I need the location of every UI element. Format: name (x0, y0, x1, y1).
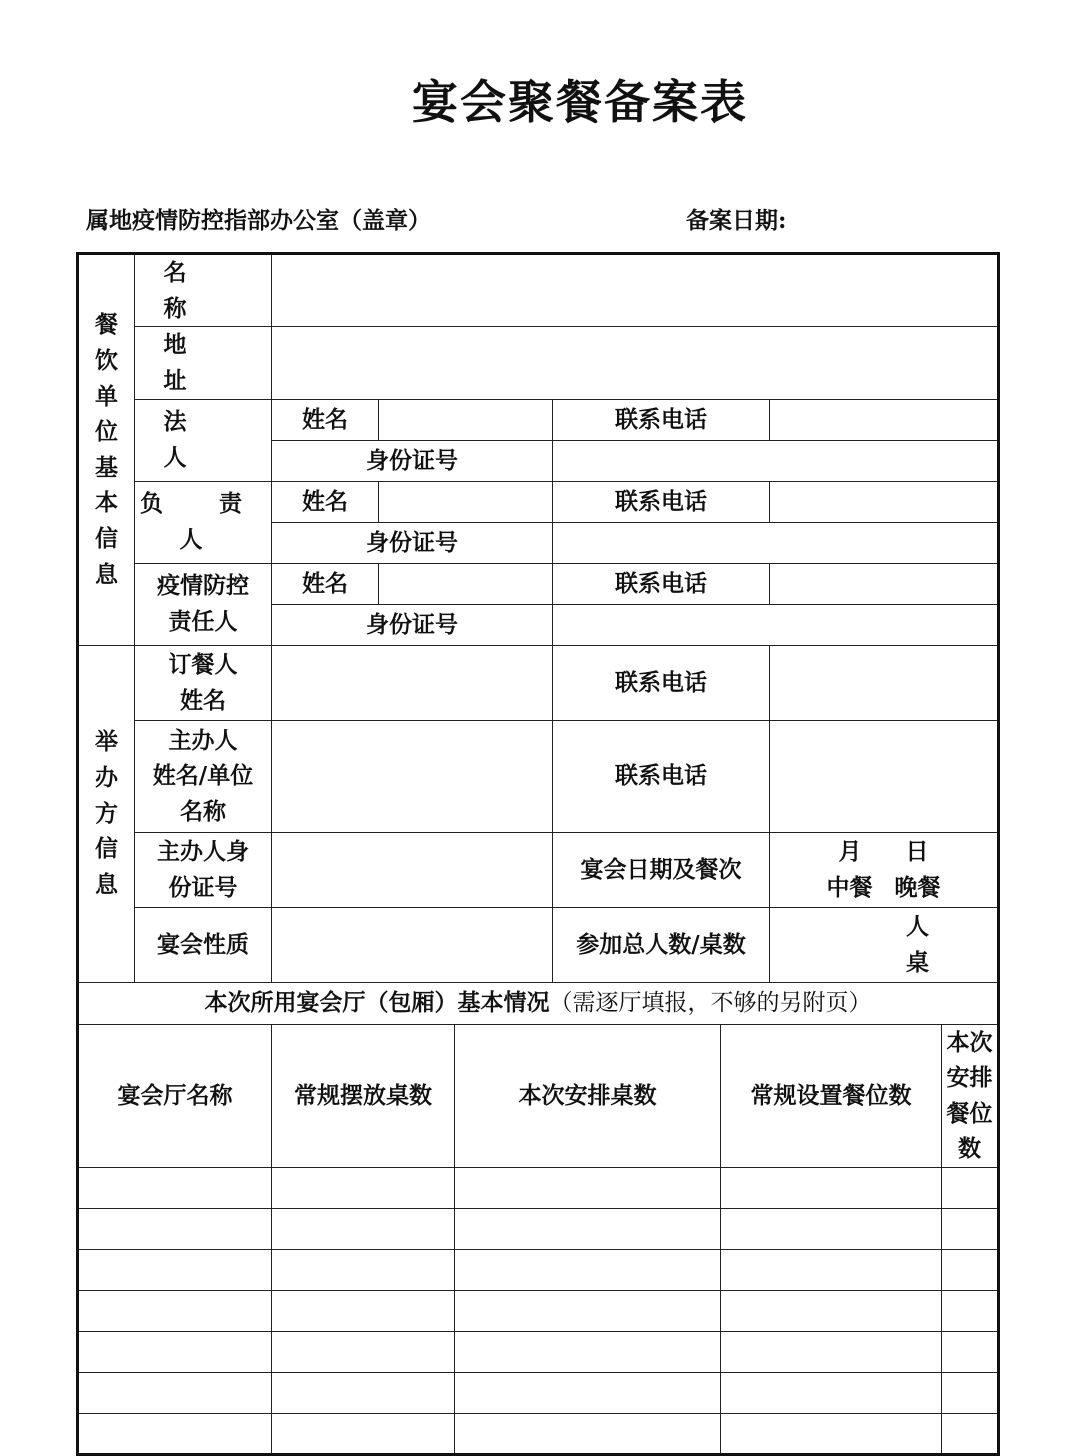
hall-cell[interactable] (721, 1209, 942, 1250)
host-id-label: 主办人身 份证号 (135, 832, 272, 907)
hall-cell[interactable] (78, 1332, 272, 1373)
total-count-field[interactable]: 人 桌 (770, 907, 999, 982)
host-section-label: 举办方信息 (78, 645, 135, 982)
hall-cell[interactable] (455, 1332, 721, 1373)
legal-phone-field[interactable] (770, 399, 999, 440)
manager-name-field[interactable] (379, 481, 553, 522)
host-phone-field[interactable] (770, 720, 999, 832)
banquet-nature-label: 宴会性质 (135, 907, 272, 982)
legal-id-field[interactable] (553, 440, 999, 481)
hall-cell[interactable] (78, 1414, 272, 1455)
hall-cell[interactable] (272, 1209, 455, 1250)
hall-cell[interactable] (942, 1291, 999, 1332)
col-hall-name: 宴会厅名称 (78, 1024, 272, 1168)
hall-cell[interactable] (272, 1373, 455, 1414)
hall-cell[interactable] (272, 1414, 455, 1455)
hall-cell[interactable] (455, 1168, 721, 1209)
filing-date-label: 备案日期: (686, 207, 787, 234)
orderer-phone-label: 联系电话 (553, 645, 770, 720)
legal-phone-label: 联系电话 (553, 399, 770, 440)
hall-section-heading: 本次所用宴会厅（包厢）基本情况（需逐厅填报，不够的另附页） (78, 982, 999, 1024)
legal-id-label: 身份证号 (272, 440, 553, 481)
table-row (78, 1291, 999, 1332)
host-field[interactable] (272, 720, 553, 832)
hall-cell[interactable] (455, 1209, 721, 1250)
name-label: 名 称 (135, 254, 272, 327)
banquet-nature-field[interactable] (272, 907, 553, 982)
manager-label: 负 责 人 (135, 481, 272, 563)
page-title: 宴会聚餐备案表 (412, 75, 748, 129)
col-regular-seats: 常规设置餐位数 (721, 1024, 942, 1168)
hall-cell[interactable] (721, 1332, 942, 1373)
hall-cell[interactable] (78, 1291, 272, 1332)
manager-phone-field[interactable] (770, 481, 999, 522)
epidemic-phone-label: 联系电话 (553, 563, 770, 604)
host-phone-label: 联系电话 (553, 720, 770, 832)
hall-cell[interactable] (272, 1168, 455, 1209)
hall-cell[interactable] (272, 1291, 455, 1332)
hall-cell[interactable] (942, 1209, 999, 1250)
legal-name-label: 姓名 (272, 399, 379, 440)
address-label: 地 址 (135, 327, 272, 399)
hall-cell[interactable] (721, 1414, 942, 1455)
hall-cell[interactable] (455, 1250, 721, 1291)
banquet-date-field[interactable]: 月 日 中餐 晚餐 (770, 832, 999, 907)
orderer-label: 订餐人 姓名 (135, 645, 272, 720)
hall-cell[interactable] (272, 1332, 455, 1373)
col-arranged-seats: 本次安排 餐位数 (942, 1024, 999, 1168)
legal-name-field[interactable] (379, 399, 553, 440)
manager-phone-label: 联系电话 (553, 481, 770, 522)
epidemic-name-field[interactable] (379, 563, 553, 604)
hall-cell[interactable] (942, 1414, 999, 1455)
hall-cell[interactable] (78, 1168, 272, 1209)
hall-cell[interactable] (272, 1250, 455, 1291)
col-regular-tables: 常规摆放桌数 (272, 1024, 455, 1168)
hall-cell[interactable] (78, 1373, 272, 1414)
office-seal-label: 属地疫情防控指部办公室（盖章） (86, 207, 431, 234)
table-row (78, 1250, 999, 1291)
filing-form-table (76, 252, 1000, 1456)
col-arranged-tables: 本次安排桌数 (455, 1024, 721, 1168)
name-field[interactable] (272, 254, 999, 327)
hall-cell[interactable] (455, 1291, 721, 1332)
epidemic-name-label: 姓名 (272, 563, 379, 604)
hall-cell[interactable] (942, 1373, 999, 1414)
host-label: 主办人 姓名/单位 名称 (135, 720, 272, 832)
hall-cell[interactable] (78, 1209, 272, 1250)
orderer-phone-field[interactable] (770, 645, 999, 720)
table-row (78, 1373, 999, 1414)
epidemic-id-label: 身份证号 (272, 604, 553, 645)
table-row (78, 1414, 999, 1455)
manager-name-label: 姓名 (272, 481, 379, 522)
table-row (78, 1209, 999, 1250)
table-row (78, 1168, 999, 1209)
epidemic-id-field[interactable] (553, 604, 999, 645)
address-field[interactable] (272, 327, 999, 399)
hall-cell[interactable] (942, 1332, 999, 1373)
hall-cell[interactable] (721, 1291, 942, 1332)
hall-cell[interactable] (721, 1373, 942, 1414)
hall-cell[interactable] (78, 1250, 272, 1291)
epidemic-officer-label: 疫情防控 责任人 (135, 563, 272, 645)
hall-cell[interactable] (455, 1414, 721, 1455)
legal-person-label: 法 人 (135, 399, 272, 481)
hall-cell[interactable] (942, 1250, 999, 1291)
hall-cell[interactable] (942, 1168, 999, 1209)
total-count-label: 参加总人数/桌数 (553, 907, 770, 982)
manager-id-field[interactable] (553, 522, 999, 563)
table-row (78, 1332, 999, 1373)
hall-cell[interactable] (455, 1373, 721, 1414)
manager-id-label: 身份证号 (272, 522, 553, 563)
hall-cell[interactable] (721, 1250, 942, 1291)
orderer-field[interactable] (272, 645, 553, 720)
unit-section-label: 餐饮单位基本信息 (78, 254, 135, 646)
epidemic-phone-field[interactable] (770, 563, 999, 604)
banquet-date-label: 宴会日期及餐次 (553, 832, 770, 907)
host-id-field[interactable] (272, 832, 553, 907)
hall-cell[interactable] (721, 1168, 942, 1209)
